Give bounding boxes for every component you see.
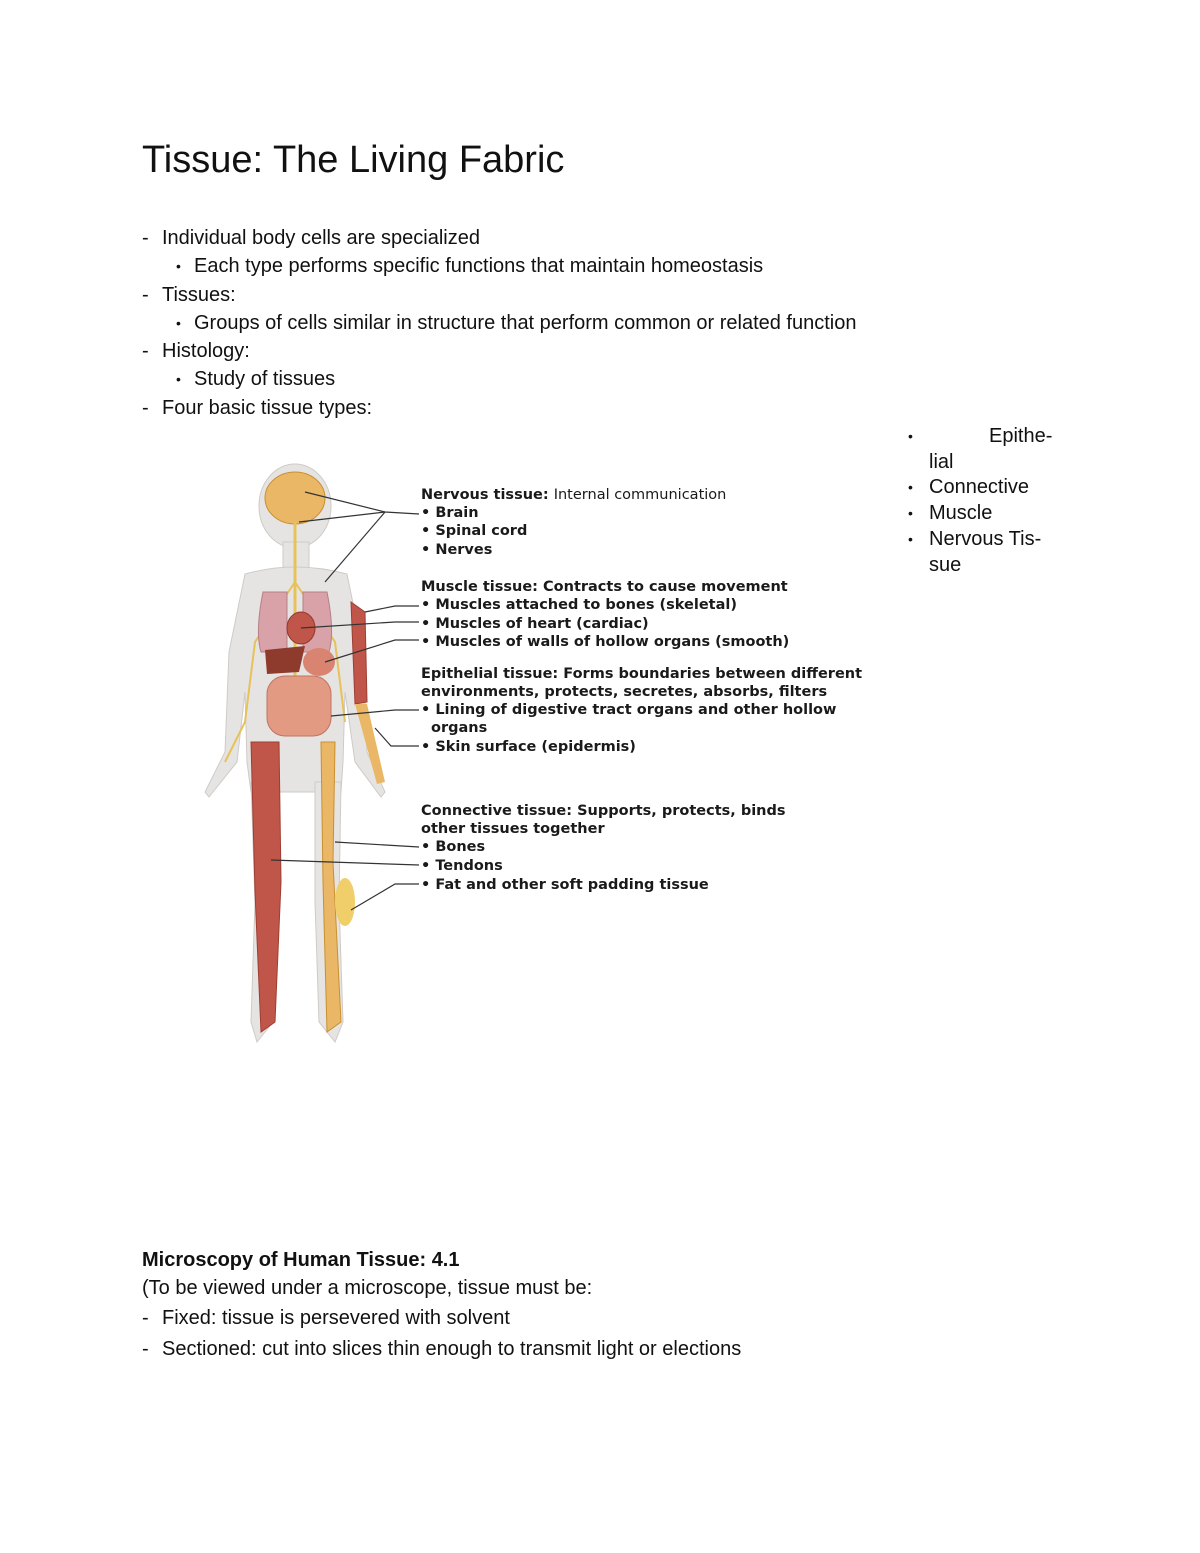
- figure-item: environments, protects, secretes, absorbs, filters: [421, 684, 828, 700]
- dash-marker: -: [142, 283, 149, 306]
- figure-item: • Muscles of walls of hollow organs (smooth): [421, 634, 790, 650]
- dash-marker: -: [142, 227, 149, 249]
- tissue-type-item: • Connective: [908, 476, 1030, 499]
- figure-item: • Fat and other soft padding tissue: [421, 877, 709, 893]
- figure-item: • Bones: [421, 839, 486, 855]
- connective-tissue-heading: Connective tissue: Supports, protects, binds: [421, 803, 786, 819]
- section-heading: Microscopy of Human Tissue: 4.1: [142, 1249, 460, 1271]
- list-item: • Each type performs specific functions that maintain homeostasis: [142, 252, 1042, 280]
- list-item: • Groups of cells similar in structure that perform common or related function: [142, 309, 1042, 337]
- figure-item: • Muscles attached to bones (skeletal): [421, 597, 737, 613]
- figure-item: • Nerves: [421, 542, 493, 558]
- brain-icon: [265, 472, 325, 524]
- tissue-type-item-continued: sue: [929, 553, 962, 576]
- list-item: - Four basic tissue types:: [142, 394, 1042, 422]
- list-item: - Individual body cells are specialized: [142, 224, 1042, 252]
- tissue-types-list: [908, 424, 1068, 578]
- nervous-tissue-heading: Nervous tissue: Internal communication: [421, 487, 727, 503]
- outline-list: [142, 224, 1042, 422]
- page-title: Tissue: The Living Fabric: [142, 139, 565, 181]
- epithelial-tissue-heading: Epithelial tissue: Forms boundaries between different: [421, 666, 863, 682]
- figure-item: • Lining of digestive tract organs and other hollow: [421, 702, 837, 718]
- list-item: - Histology:: [142, 337, 1042, 365]
- muscle-tissue-heading: Muscle tissue: Contracts to cause movement: [421, 579, 788, 595]
- human-body-illustration: [195, 462, 863, 1052]
- dash-marker: -: [142, 396, 149, 419]
- figure-item: • Brain: [421, 505, 479, 521]
- bullet-marker: •: [176, 258, 181, 275]
- figure-item: • Skin surface (epidermis): [421, 739, 636, 755]
- tissue-type-item: • Nervous Tis-: [908, 527, 1042, 550]
- tissue-type-item: • Muscle: [908, 502, 993, 525]
- list-item: • Study of tissues: [142, 365, 1042, 393]
- tissue-type-item-continued: lial: [929, 450, 954, 473]
- figure-item: • Tendons: [421, 858, 503, 874]
- bullet-marker: •: [176, 314, 181, 331]
- dash-marker: -: [142, 340, 149, 363]
- bullet-marker: •: [176, 371, 181, 388]
- figure-item: organs: [431, 720, 488, 736]
- figure-item: • Spinal cord: [421, 523, 528, 539]
- list-item: - Tissues:: [142, 281, 1042, 309]
- section-intro: (To be viewed under a microscope, tissue must be:: [142, 1277, 593, 1299]
- figure-item: • Muscles of heart (cardiac): [421, 616, 649, 632]
- figure-item: other tissues together: [421, 821, 605, 837]
- body-tissue-figure: [195, 462, 863, 1052]
- tissue-type-item: • Epithe-: [908, 425, 1053, 447]
